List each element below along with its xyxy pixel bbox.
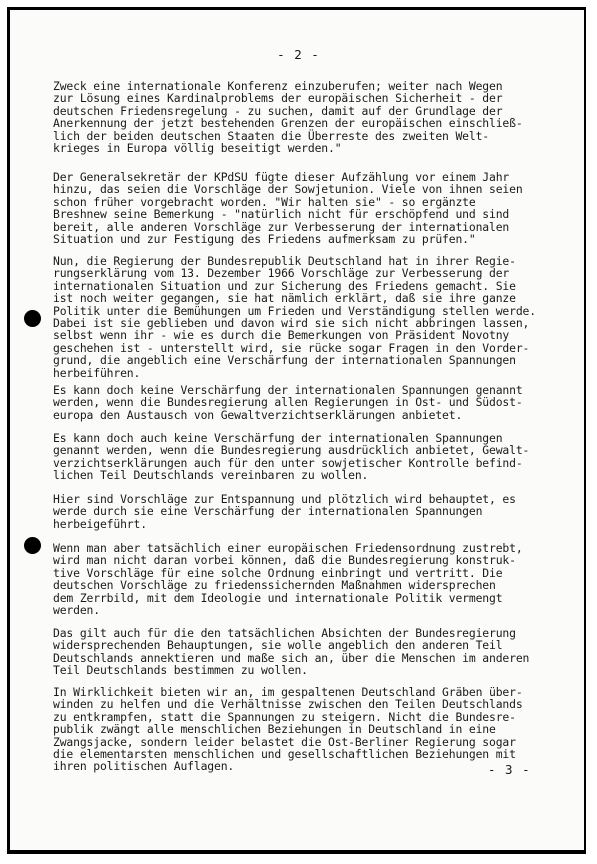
- paragraph: [53, 686, 559, 773]
- text-line: Deutschlands annektieren und maße sich an, über die Menschen im anderen: [53, 650, 530, 665]
- paragraph: [53, 542, 559, 616]
- text-line: Breshnew seine Bemerkung - "natürlich nicht für erschöpfend und sind: [53, 207, 510, 222]
- text-line: krieges in Europa völlig beseitigt werden.": [53, 141, 342, 156]
- paragraph: [53, 80, 559, 154]
- text-line: Dabei ist sie geblieben und davon wird sie sich nicht abbringen lassen,: [53, 316, 530, 331]
- text-line: internationalen Situation und zur Sicherung des Friedens gemacht. Sie: [53, 278, 516, 293]
- text-line: wird man nicht daran vorbei können, daß die Bundesregierung konstruk-: [53, 553, 516, 568]
- text-line: Anerkennung der jetzt bestehenden Grenzen der europäischen einschließ-: [53, 116, 523, 131]
- text-line: lichen Teil Deutschlands vereinbaren zu wollen.: [53, 468, 369, 483]
- text-line: Zwangsjacke, sondern leider belastet die Ost-Berliner Regierung sogar: [53, 734, 516, 749]
- text-line: werden, wenn die Bundesregierung allen Regierungen in Ost- und Südost-: [53, 395, 523, 410]
- text-line: schon früher vorgebracht worden. "Wir halten sie" - so ergänzte: [53, 194, 476, 209]
- paragraph: [53, 171, 559, 245]
- text-line: tive Vorschläge für eine solche Ordnung einbringt und vertritt. Die: [53, 565, 503, 580]
- text-line: Nun, die Regierung der Bundesrepublik Deutschland hat in ihrer Regie-: [53, 254, 516, 268]
- text-line: Der Generalsekretär der KPdSU fügte dieser Aufzählung vor einem Jahr: [53, 170, 510, 184]
- text-line: In Wirklichkeit bieten wir an, im gespaltenen Deutschland Gräben über-: [53, 685, 523, 699]
- text-line: Es kann doch auch keine Verschärfung der internationalen Spannungen: [53, 431, 503, 445]
- text-line: die elementarsten menschlichen und gesellschaftlichen Beziehungen mit: [53, 747, 516, 762]
- paragraph: [53, 432, 559, 482]
- text-line: Situation und zur Festigung des Friedens aufmerksam zu prüfen.": [53, 232, 476, 247]
- text-line: verzichtserklärungen auch für den unter sowjetischer Kontrolle befind-: [53, 455, 523, 470]
- page-number: - 2 -: [277, 47, 320, 62]
- text-line: widersprechenden Behauptungen, sie wolle angeblich den anderen Teil: [53, 638, 503, 653]
- punch-hole-bottom: [24, 537, 41, 554]
- text-line: Es kann doch keine Verschärfung der internationalen Spannungen genannt: [53, 383, 523, 397]
- text-line: zu entkrampfen, statt die Spannungen zu steigern. Nicht die Bundesre-: [53, 709, 516, 724]
- text-line: geschehen ist - unterstellt wird, sie rücke sogar Fragen in den Vorder-: [53, 340, 530, 355]
- text-line: dem Zerrbild, mit dem Ideologie und internationale Politik vermengt: [53, 590, 503, 605]
- text-line: ist noch weiter gegangen, sie hat nämlich erklärt, daß sie ihre ganze: [53, 291, 516, 306]
- text-line: rungserklärung vom 13. Dezember 1966 Vorschläge zur Verbesserung der: [53, 266, 510, 281]
- paragraph: [53, 493, 559, 530]
- text-line: deutschen Friedensregelung - zu suchen, damit auf der Grundlage der: [53, 103, 503, 118]
- text-line: werde durch sie eine Verschärfung der internationalen Spannungen: [53, 504, 483, 519]
- text-line: winden zu helfen und die Verhältnisse zwischen den Teilen Deutschlands: [53, 697, 523, 712]
- text-line: ihren politischen Auflagen.: [53, 759, 235, 774]
- text-line: genannt werden, wenn die Bundesregierung ausdrücklich anbietet, Gewalt-: [53, 443, 530, 458]
- text-line: Zweck eine internationale Konferenz einzuberufen; weiter nach Wegen: [53, 79, 503, 93]
- text-line: europa den Austausch von Gewaltverzichtserklärungen anbietet.: [53, 407, 463, 422]
- text-line: zur Lösung eines Kardinalproblems der europäischen Sicherheit - der: [53, 91, 503, 106]
- text-line: hinzu, das seien die Vorschläge der Sowjetunion. Viele von ihnen seien: [53, 182, 523, 197]
- text-line: Politik unter die Bemühungen um Frieden und Verständigung stellen werde.: [53, 303, 536, 318]
- paragraph: [53, 255, 559, 379]
- text-line: bereit, alle anderen Vorschläge zur Verbesserung der internationalen: [53, 219, 510, 234]
- text-line: herbeiführen.: [53, 365, 141, 380]
- text-line: werden.: [53, 603, 100, 618]
- next-page-marker: - 3 -: [488, 762, 531, 777]
- punch-hole-top: [24, 310, 41, 327]
- text-line: publik zwängt alle menschlichen Beziehungen in Deutschland in eine: [53, 722, 496, 737]
- paragraph: [53, 384, 559, 421]
- text-line: deutschen Vorschläge zu friedenssichernden Maßnahmen widersprechen: [53, 578, 496, 593]
- text-line: herbeigeführt.: [53, 516, 147, 531]
- text-line: Hier sind Vorschläge zur Entspannung und plötzlich wird behauptet, es: [53, 492, 516, 506]
- text-line: Das gilt auch für die den tatsächlichen Absichten der Bundesregierung: [53, 626, 516, 640]
- paragraph: [53, 627, 559, 677]
- text-line: Teil Deutschlands bestimmen zu wollen.: [53, 663, 308, 678]
- text-line: lich der beiden deutschen Staaten die Überreste des zweiten Welt-: [53, 128, 490, 143]
- text-line: selbst wenn ihr - wie es durch die Bemerkungen von Präsident Novotny: [53, 328, 510, 343]
- text-line: Wenn man aber tatsächlich einer europäischen Friedensordnung zustrebt,: [53, 541, 523, 555]
- text-line: grund, die angeblich eine Verschärfung der internationalen Spannungen: [53, 353, 516, 368]
